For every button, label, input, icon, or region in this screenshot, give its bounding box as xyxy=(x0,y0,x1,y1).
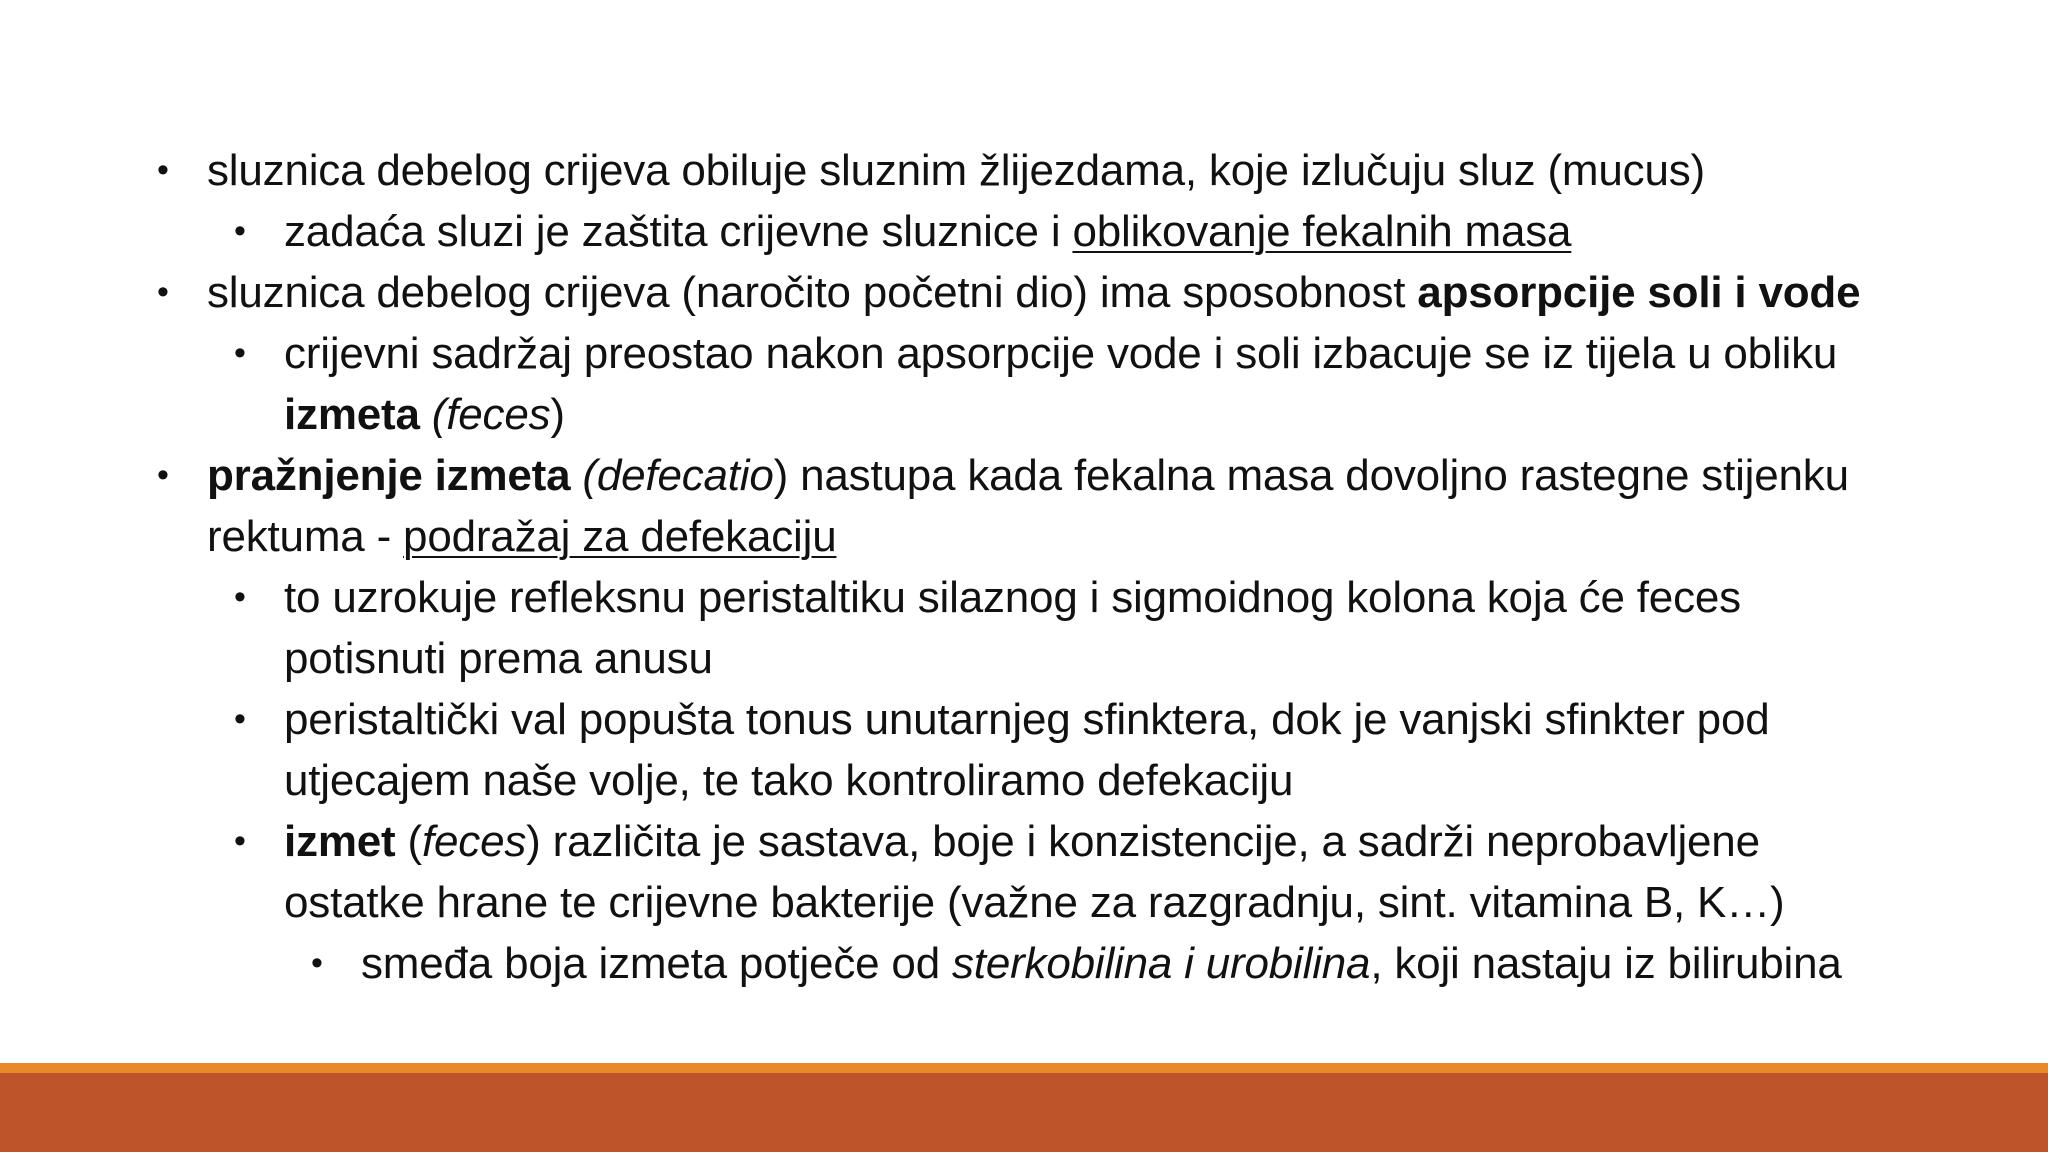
bullet-feces-formation xyxy=(234,323,1838,445)
text-line xyxy=(284,872,1784,933)
bullet-feces-composition xyxy=(234,811,1785,933)
text-segment: sluznica debelog crijeva obiluje sluznim žlijezdama, koje izlučuju sluz (mucus) xyxy=(207,146,1705,195)
text-line xyxy=(284,628,1741,689)
bullet-dot: • xyxy=(234,578,246,616)
bold-text: izmeta xyxy=(284,390,420,439)
text-segment: smeđa boja izmeta potječe od xyxy=(361,939,952,988)
text-line xyxy=(361,933,1842,994)
bullet-text xyxy=(207,140,1705,201)
bullet-dot: • xyxy=(234,822,246,860)
text-segment: ( xyxy=(395,817,422,866)
text-line xyxy=(284,201,1571,262)
text-segment: ostatke hrane te crijevne bakterije (važne za razgradnju, sint. vitamina B, K…) xyxy=(284,878,1785,927)
bullet-dot: • xyxy=(234,334,246,372)
bullet-sphincter xyxy=(234,689,1770,811)
bullet-dot: • xyxy=(234,700,246,738)
text-segment xyxy=(420,390,432,439)
text-line xyxy=(284,811,1784,872)
text-line xyxy=(284,323,1837,384)
text-line xyxy=(207,140,1705,201)
bullet-dot: • xyxy=(311,944,323,982)
bullet-defecation xyxy=(157,445,1849,567)
text-segment: ) različita je sastava, boje i konzistencije, a sadrži neprobavljene xyxy=(526,817,1760,866)
text-line xyxy=(284,567,1741,628)
text-segment xyxy=(570,451,582,500)
bullet-text xyxy=(284,323,1837,445)
bullet-peristalsis-reflex xyxy=(234,567,1741,689)
text-line xyxy=(207,506,1849,567)
text-segment: , koji nastaju iz bilirubina xyxy=(1370,939,1842,988)
italic-text: (defecatio xyxy=(582,451,774,500)
bullet-dot: • xyxy=(157,456,169,494)
text-segment: sluznica debelog crijeva (naročito početni dio) ima sposobnost xyxy=(207,268,1418,317)
underlined-text: oblikovanje fekalnih masa xyxy=(1072,207,1572,256)
bullet-dot: • xyxy=(157,151,169,189)
text-segment: rektuma - xyxy=(207,512,404,561)
italic-text: feces xyxy=(421,817,527,866)
bullet-text xyxy=(284,201,1571,262)
text-segment: ) nastupa kada fekalna masa dovoljno rastegne stijenku xyxy=(773,451,1849,500)
text-segment: potisnuti prema anusu xyxy=(284,634,713,683)
text-line xyxy=(207,262,1860,323)
bullet-dot: • xyxy=(157,273,169,311)
bullet-mucus-role xyxy=(234,201,1572,262)
text-segment: peristaltički val popušta tonus unutarnjeg sfinktera, dok je vanjski sfinkter pod xyxy=(284,695,1770,744)
bullet-text xyxy=(207,262,1860,323)
bullet-text xyxy=(207,445,1849,567)
text-line xyxy=(284,689,1770,750)
bullet-text xyxy=(284,689,1770,811)
footer-accent-line xyxy=(0,1063,2048,1073)
bold-text: apsorpcije soli i vode xyxy=(1417,268,1861,317)
bullet-absorption xyxy=(157,262,1861,323)
bullet-text xyxy=(284,811,1784,933)
text-line xyxy=(207,445,1849,506)
bullet-mucus-glands xyxy=(157,140,1705,201)
underlined-text: podražaj za defekaciju xyxy=(403,512,837,561)
bullet-text xyxy=(361,933,1842,994)
bullet-text xyxy=(284,567,1741,689)
text-segment: utjecajem naše volje, te tako kontroliramo defekaciju xyxy=(284,756,1294,805)
text-segment: ) xyxy=(550,390,565,439)
text-segment: zadaća sluzi je zaštita crijevne sluznice i xyxy=(284,207,1073,256)
text-line xyxy=(284,384,1837,445)
bullet-brown-color xyxy=(311,933,1842,994)
bold-text: izmet xyxy=(284,817,396,866)
footer-bar xyxy=(0,1073,2048,1152)
italic-text: (feces xyxy=(431,390,551,439)
italic-text: sterkobilina i urobilina xyxy=(952,939,1371,988)
text-line xyxy=(284,750,1770,811)
bullet-dot: • xyxy=(234,212,246,250)
text-segment: to uzrokuje refleksnu peristaltiku silaznog i sigmoidnog kolona koja će feces xyxy=(284,573,1741,622)
text-segment: crijevni sadržaj preostao nakon apsorpcije vode i soli izbacuje se iz tijela u obliku xyxy=(284,329,1838,378)
bold-text: pražnjenje izmeta xyxy=(207,451,571,500)
